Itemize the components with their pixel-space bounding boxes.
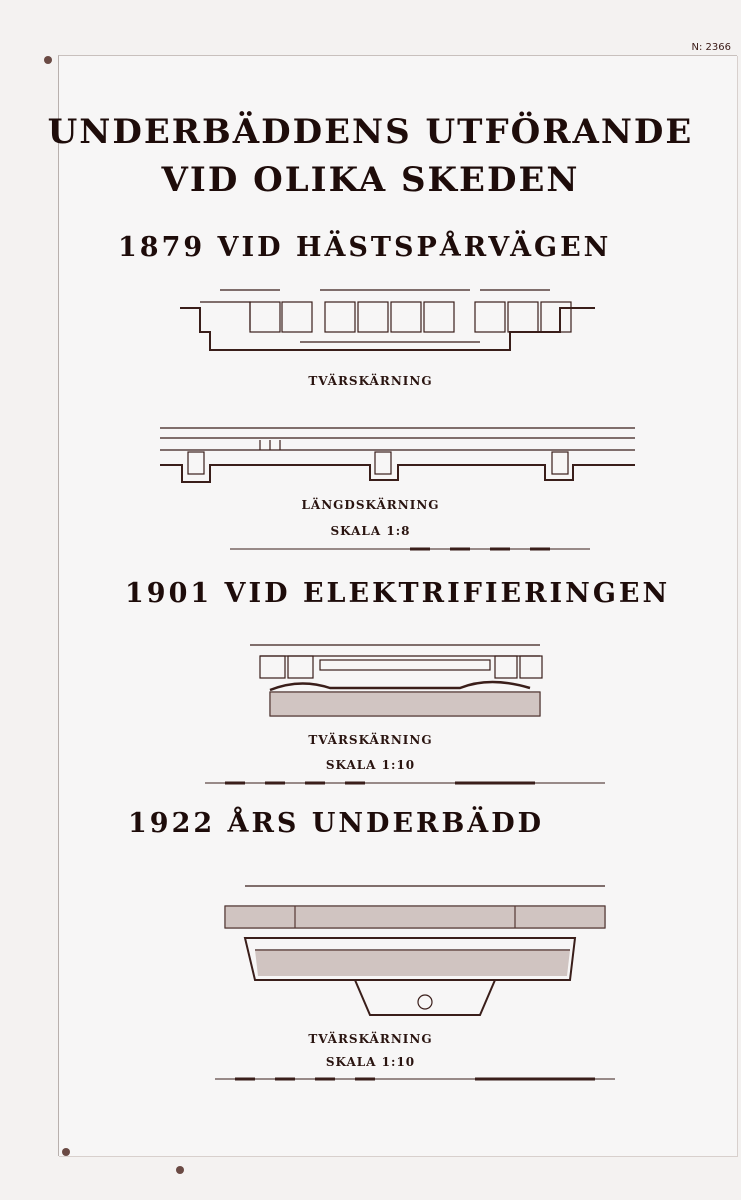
title-line-1: UNDERBÄDDENS UTFÖRANDE bbox=[47, 112, 694, 152]
cross-section-1922 bbox=[215, 880, 615, 1025]
caption-langdskarning-1879: LÄNGDSKÄRNING bbox=[301, 498, 440, 512]
sheet-number: N: 2366 bbox=[691, 42, 731, 53]
caption-tvarskarning-1901: TVÄRSKÄRNING bbox=[308, 733, 433, 747]
caption-scale-1901: SKALA 1:10 bbox=[325, 758, 416, 772]
cross-section-1901 bbox=[240, 640, 550, 720]
pin-top-left bbox=[44, 56, 52, 64]
title-line-2: VID OLIKA SKEDEN bbox=[161, 160, 580, 200]
scale-bar-1901 bbox=[205, 778, 605, 788]
caption-tvarskarning-1922: TVÄRSKÄRNING bbox=[308, 1032, 433, 1046]
scale-bar-1879 bbox=[230, 544, 590, 554]
caption-scale-1922: SKALA 1:10 bbox=[325, 1055, 416, 1069]
longitudinal-section-1879 bbox=[160, 420, 635, 495]
section-heading-1901: 1901 VID ELEKTRIFIERINGEN bbox=[125, 578, 671, 609]
scale-bar-1922 bbox=[215, 1074, 615, 1084]
caption-scale-1879: SKALA 1:8 bbox=[330, 524, 411, 538]
caption-tvarskarning-1879: TVÄRSKÄRNING bbox=[308, 374, 433, 388]
pin-bottom-left bbox=[62, 1148, 70, 1156]
pin-bottom bbox=[176, 1166, 184, 1174]
section-heading-1879: 1879 VID HÄSTSPÅRVÄGEN bbox=[118, 232, 612, 263]
cross-section-1879 bbox=[180, 280, 600, 365]
section-heading-1922: 1922 ÅRS UNDERBÄDD bbox=[128, 808, 545, 839]
